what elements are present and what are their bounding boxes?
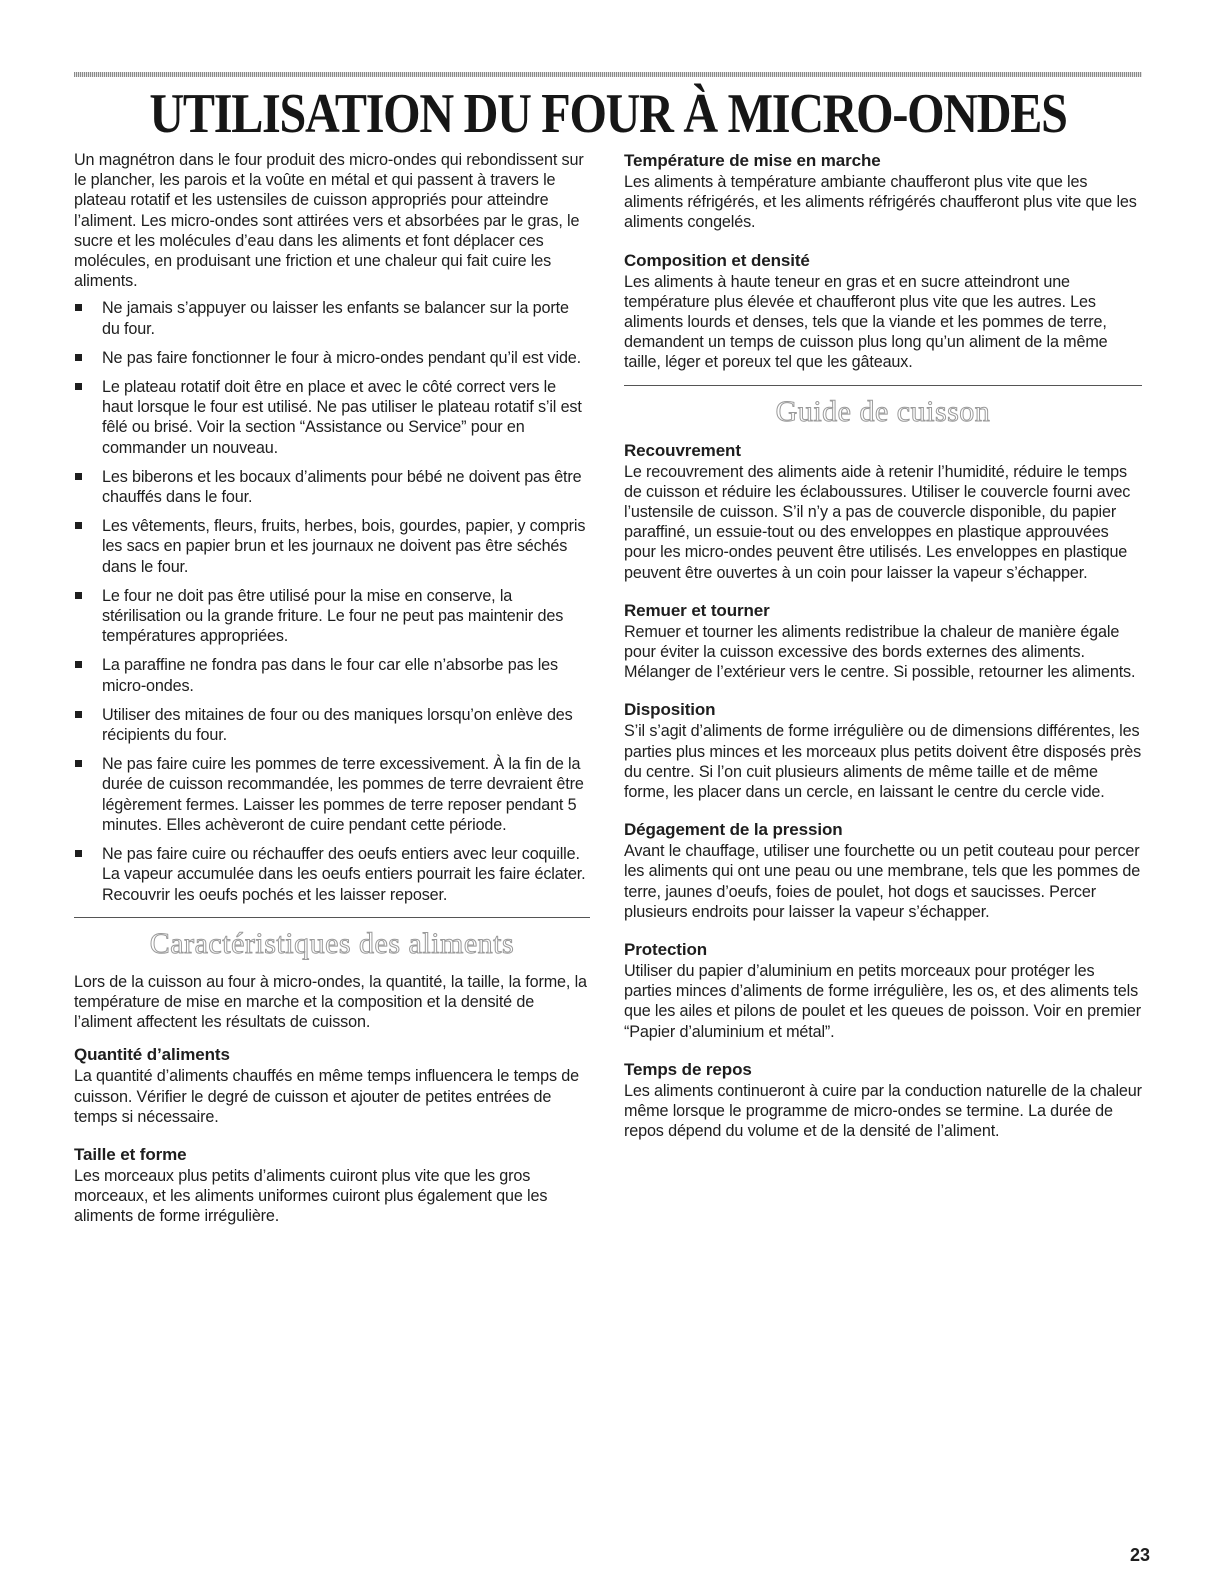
left-column — [74, 150, 590, 1244]
list-item: Le plateau rotatif doit être en place et avec le côté correct vers le haut lorsque le four est utilisé. Ne pas utiliser le plateau rotatif s’il est fêlé ou brisé. Voir la section “Assistance ou Service” pour en commander un nouveau. — [74, 377, 590, 458]
safety-list — [74, 298, 590, 904]
subsection-title: Recouvrement — [624, 440, 741, 460]
page-number: 23 — [1129, 1545, 1150, 1565]
list-item: Utiliser des mitaines de four ou des maniques lorsqu’on enlève des récipients du four. — [74, 705, 590, 745]
list-item: Ne pas faire cuire ou réchauffer des oeufs entiers avec leur coquille. La vapeur accumulée dans les oeufs entiers pourrait les faire éclater. Recouvrir les oeufs pochés et les laisser reposer. — [74, 844, 590, 905]
guide-arrangement — [624, 699, 1142, 802]
characteristic-composition-density — [624, 250, 1142, 373]
guide-heading: Guide de cuisson — [775, 394, 991, 428]
subsection-title: Dégagement de la pression — [624, 820, 843, 840]
subsection-text: Les aliments à haute teneur en gras et en sucre atteindront une température plus élevée et chaufferont plus vite que les autres. Les aliments lourds et denses, tels que la viande et les pommes de terre, demandent un temps de cuisson plus long qu’un aliment de la même taille, léger et poreux tel que les gâteaux. — [624, 272, 1108, 372]
characteristics-heading: Caractéristiques des aliments — [149, 926, 515, 960]
characteristic-start-temperature — [624, 150, 1142, 233]
subsection-text: Les aliments à température ambiante chaufferont plus vite que les aliments réfrigérés, et les aliments réfrigérés chaufferont plus vite que les aliments congelés. — [624, 173, 1137, 232]
subsection-title: Composition et densité — [624, 250, 810, 270]
right-column — [624, 150, 1142, 1159]
characteristic-quantity — [74, 1044, 590, 1127]
list-item: Ne pas faire fonctionner le four à micro-ondes pendant qu’il est vide. — [74, 348, 590, 368]
section-divider — [624, 385, 1142, 386]
list-item: Le four ne doit pas être utilisé pour la mise en conserve, la stérilisation ou la grande friture. Le four ne peut pas maintenir des températures appropriées. — [74, 586, 590, 647]
section-divider — [74, 917, 590, 918]
subsection-text: S’il s’agit d’aliments de forme irrégulière ou de dimensions différentes, les parties plus minces et les morceaux plus petits doivent être disposés près du centre. Si l’on cuit plusieurs aliments de même taille et de même forme, les placer dans un cercle, en laissant le centre du cercle vide. — [624, 722, 1142, 802]
characteristics-intro: Lors de la cuisson au four à micro-ondes, la quantité, la taille, la forme, la température de mise en marche et la composition et la densité de l’aliment affectent les résultats de cuisson. — [74, 972, 587, 1032]
subsection-text: Les aliments continueront à cuire par la conduction naturelle de la chaleur même lorsque le programme de micro-ondes se termine. La durée de repos dépend du volume et de la densité de l’aliment. — [624, 1081, 1142, 1141]
subsection-text: Les morceaux plus petits d’aliments cuiront plus vite que les gros morceaux, et les aliments uniformes cuiront plus également que les aliments de forme irrégulière. — [74, 1166, 548, 1226]
subsection-text: Utiliser du papier d’aluminium en petits morceaux pour protéger les parties minces d’aliments de forme irrégulière, les os, et des aliments tels que les ailes et pilons de poulet et les queues de poisson. Voir en premier “Papier d’aluminium et métal”. — [624, 962, 1141, 1041]
list-item: Ne pas faire cuire les pommes de terre excessivement. À la fin de la durée de cuisson recommandée, les pommes de terre devraient être légèrement fermes. Laisser les pommes de terre reposer pendant 5 minutes. Elles achèveront de cuire pendant cette période. — [74, 754, 590, 835]
subsection-title: Remuer et tourner — [624, 600, 770, 620]
subsection-text: La quantité d’aliments chauffés en même temps influencera le temps de cuisson. Vérifier le degré de cuisson et ajouter de petites entrées de temps si nécessaire. — [74, 1067, 579, 1126]
list-item: La paraffine ne fondra pas dans le four car elle n’absorbe pas les micro-ondes. — [74, 655, 590, 695]
subsection-text: Avant le chauffage, utiliser une fourchette ou un petit couteau pour percer les aliments qui ont une peau ou une membrane, tels que les pommes de terre, jaunes d’oeufs, foies de poulet, hot dogs et saucisses. Percer plusieurs endroits pour laisser la vapeur s’échapper. — [624, 842, 1141, 921]
subsection-text: Le recouvrement des aliments aide à retenir l’humidité, réduire le temps de cuisson et réduire les éclaboussures. Utiliser le couvercle fourni avec l’ustensile de cuisson. S’il n’y a pas de couvercle disponible, du papier paraffiné, un essuie-tout ou des enveloppes en plastique approuvées pour les micro-ondes peuvent être utilisés. Les enveloppes en plastique peuvent être ouvertes à un coin pour laisser la vapeur s’échapper. — [624, 462, 1131, 582]
guide-stir-turn — [624, 600, 1142, 683]
list-item: Ne jamais s’appuyer ou laisser les enfants se balancer sur la porte du four. — [74, 298, 590, 338]
guide-shielding — [624, 939, 1142, 1042]
subsection-title: Temps de repos — [624, 1059, 752, 1079]
page-title: UTILISATION DU FOUR À MICRO-ONDES — [149, 83, 1067, 145]
subsection-title: Quantité d’aliments — [74, 1045, 230, 1065]
subsection-text: Remuer et tourner les aliments redistribue la chaleur de manière égale pour éviter la cuisson excessive des bords externes des aliments. Mélanger de l’extérieur vers le centre. Si possible, retourner les aliments. — [624, 622, 1136, 682]
top-decorative-rule — [74, 72, 1142, 77]
characteristic-size-shape — [74, 1144, 590, 1227]
subsection-title: Disposition — [624, 700, 716, 720]
subsection-title: Protection — [624, 940, 708, 960]
list-item: Les vêtements, fleurs, fruits, herbes, bois, gourdes, papier, y compris les sacs en papier brun et les journaux ne doivent pas être séchés dans le four. — [74, 516, 590, 577]
guide-pressure-release — [624, 819, 1142, 922]
list-item: Les biberons et les bocaux d’aliments pour bébé ne doivent pas être chauffés dans le four. — [74, 467, 590, 507]
subsection-title: Taille et forme — [74, 1144, 187, 1164]
guide-standing-time — [624, 1059, 1142, 1142]
subsection-title: Température de mise en marche — [624, 151, 881, 170]
intro-paragraph: Un magnétron dans le four produit des micro-ondes qui rebondissent sur le plancher, les parois et la voûte en métal et qui passent à travers le plateau rotatif et les ustensiles de cuisson appropriés pour atteindre l’aliment. Les micro-ondes sont attirées vers et absorbées par le gras, le sucre et les molécules d’eau dans les aliments et font déplacer ces molécules, en produisant une friction et une chaleur qui fait cuire les aliments. — [74, 151, 584, 291]
guide-covering — [624, 440, 1142, 583]
